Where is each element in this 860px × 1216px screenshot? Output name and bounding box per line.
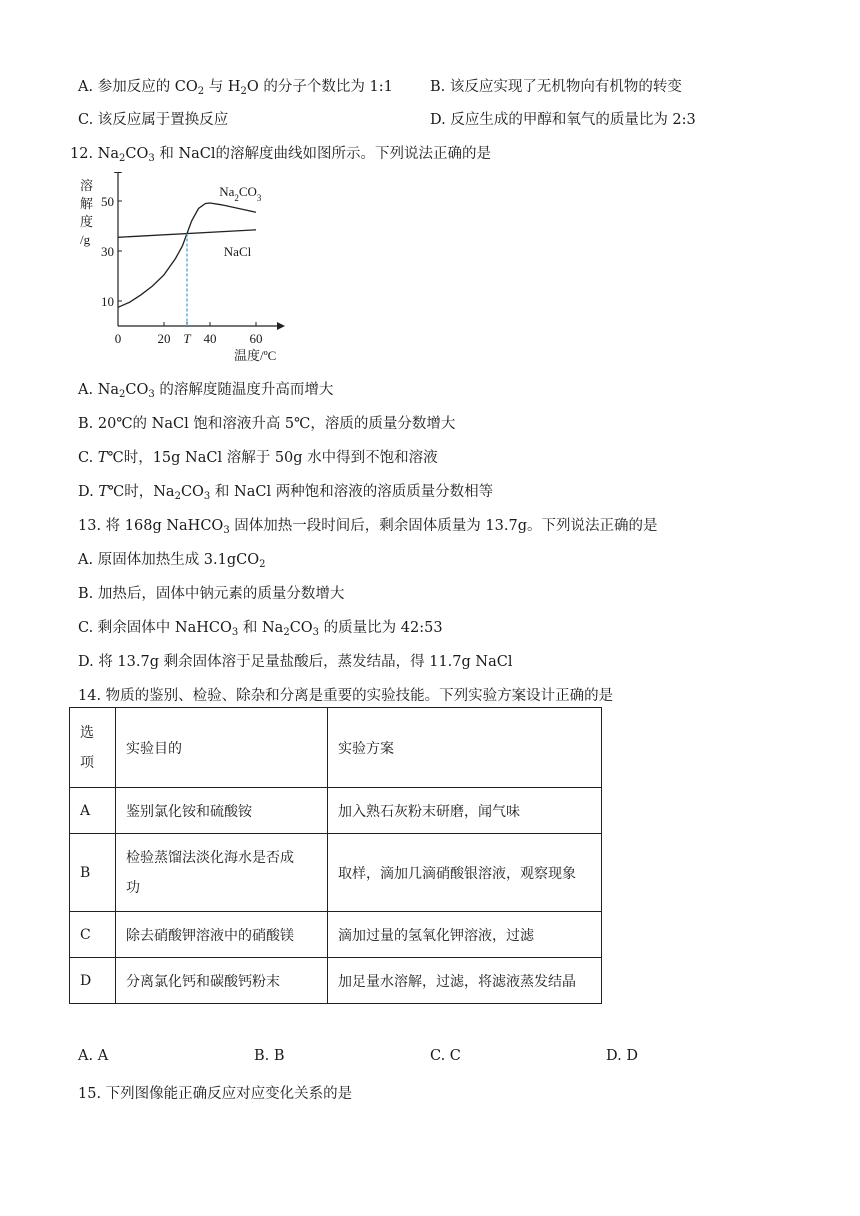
table-row: [70, 958, 602, 1004]
x-tick-label: T: [183, 331, 191, 346]
solubility-chart: [70, 172, 300, 362]
row-option: A: [70, 788, 116, 834]
row-option: C: [70, 912, 116, 958]
header-purpose: 实验目的: [116, 708, 328, 788]
q13-option-b: B. 加热后，固体中钠元素的质量分数增大: [78, 586, 345, 602]
header-option: 选 项: [70, 708, 116, 788]
x-tick-label: 40: [203, 331, 217, 346]
row-option: B: [70, 834, 116, 912]
x-axis-label: 温度/ºC: [234, 348, 277, 362]
q14-answer-b: B. B: [254, 1048, 285, 1064]
row-purpose: 鉴别氯化铵和硫酸铵: [116, 788, 328, 834]
q11-option-c: C. 该反应属于置换反应: [78, 112, 229, 128]
row-purpose: 分离氯化钙和碳酸钙粉末: [116, 958, 328, 1004]
x-tick-label: 60: [249, 331, 263, 346]
q12-option-b: B. 20℃的 NaCl 饱和溶液升高 5℃，溶质的质量分数增大: [78, 416, 456, 432]
y-tick-label: 50: [101, 194, 114, 209]
q12-stem: 12. $Na_2CO_3$ 和 NaCl的溶解度曲线如图所示。下列说法正确的是: [70, 146, 492, 164]
header-plan: 实验方案: [328, 708, 602, 788]
table-row: [70, 834, 602, 912]
y-axis-label: 解: [80, 196, 94, 211]
y-axis-arrow: [114, 172, 122, 173]
q13-option-c: C. 剩余固体中 NaHCO$_3$ 和 $Na_2CO_3$ 的质量比为 42:53: [78, 620, 443, 638]
table-row: [70, 912, 602, 958]
y-axis-label: 溶: [80, 178, 94, 193]
q14-answer-c: C. C: [430, 1048, 461, 1064]
q12-option-d: D. T℃时，$Na_2CO_3$ 和 NaCl 两种饱和溶液的溶质质量分数相等: [78, 484, 494, 502]
q14-answer-a: A. A: [78, 1048, 109, 1064]
q14-answer-d: D. D: [606, 1048, 638, 1064]
q11-option-d-text: 反应生成的甲醇和氧气的质量比为 2:3: [450, 112, 696, 128]
q11-option-a: A. 参加反应的 $CO_2$ 与 $H_2O$ 的分子个数比为 1:1: [78, 79, 393, 97]
q12-option-a: A. $Na_2CO_3$ 的溶解度随温度升高而增大: [78, 382, 334, 400]
q11-option-b-text: 该反应实现了无机物向有机物的转变: [449, 79, 682, 95]
y-tick-label: 10: [101, 294, 114, 309]
y-axis-label: 度: [80, 214, 94, 229]
y-tick-label: 30: [101, 244, 114, 259]
x-axis-arrow: [277, 322, 285, 330]
q13-option-d: D. 将 13.7g 剩余固体溶于足量盐酸后，蒸发结晶，得 11.7g NaCl: [78, 654, 513, 670]
q11-option-b: B. 该反应实现了无机物向有机物的转变: [430, 79, 682, 95]
q14-stem: 14. 物质的鉴别、检验、除杂和分离是重要的实验技能。下列实验方案设计正确的是: [78, 688, 614, 704]
q13-option-a: A. 原固体加热生成 3.1gCO$_2$: [78, 552, 266, 570]
nacl-curve-label: NaCl: [223, 244, 252, 259]
row-plan: 取样，滴加几滴硝酸银溶液，观察现象: [328, 834, 602, 912]
q15-stem: 15. 下列图像能正确反应对应变化关系的是: [78, 1086, 353, 1102]
q11-option-a-text: 参加反应的 $CO_2$ 与 $H_2O$ 的分子个数比为 1:1: [97, 79, 393, 97]
row-plan: 加足量水溶解，过滤，将滤液蒸发结晶: [328, 958, 602, 1004]
row-option: D: [70, 958, 116, 1004]
table-header-row: [70, 708, 602, 788]
q12-option-c: C. T℃时，15g NaCl 溶解于 50g 水中得到不饱和溶液: [78, 450, 438, 466]
na2co3-curve-label: $Na_2CO_3$: [219, 184, 262, 203]
y-axis-label: /g: [80, 232, 91, 247]
q11-option-d: D. 反应生成的甲醇和氧气的质量比为 2:3: [430, 112, 696, 128]
x-tick-label: 20: [157, 331, 171, 346]
row-purpose: 除去硝酸钾溶液中的硝酸镁: [116, 912, 328, 958]
experiment-table: [69, 707, 602, 1004]
q11-option-c-text: 该反应属于置换反应: [97, 112, 229, 128]
row-plan: 滴加过量的氢氧化钾溶液，过滤: [328, 912, 602, 958]
table-row: [70, 788, 602, 834]
x-tick-label: 0: [114, 331, 122, 346]
q13-stem: 13. 将 168g NaHCO$_3$ 固体加热一段时间后，剩余固体质量为 13.7g。下列说法正确的是: [78, 518, 658, 536]
row-plan: 加入熟石灰粉末研磨，闻气味: [328, 788, 602, 834]
row-purpose: 检验蒸馏法淡化海水是否成 功: [116, 834, 328, 912]
